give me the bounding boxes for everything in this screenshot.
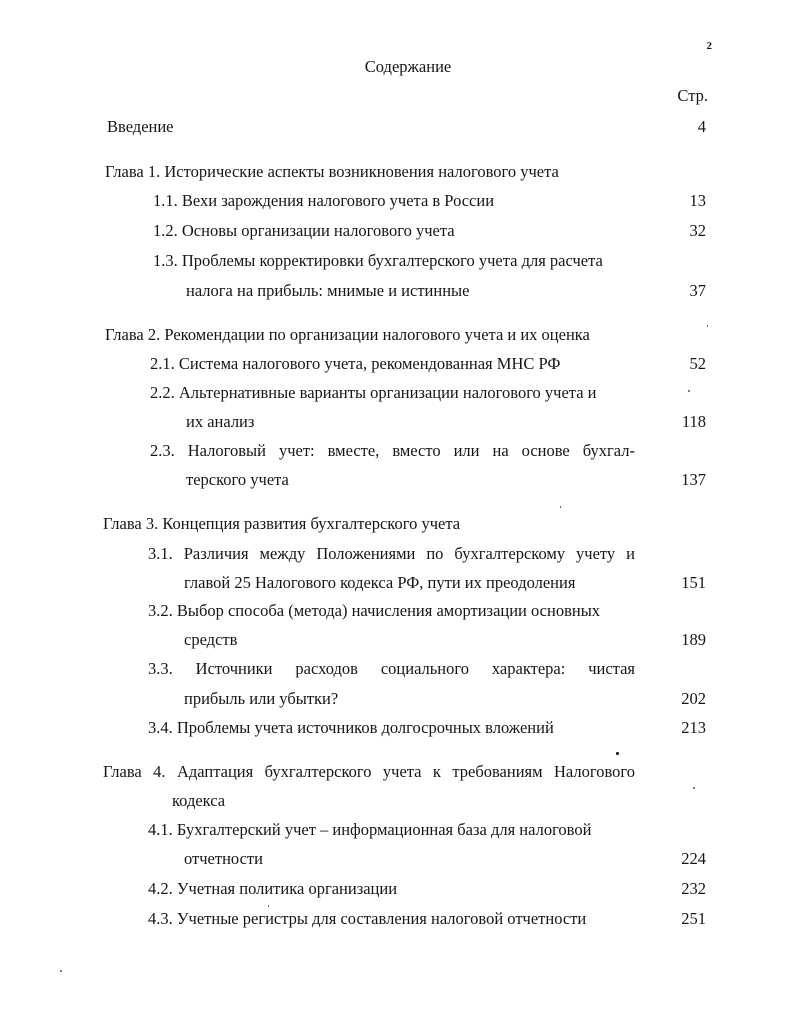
page-column-header: Стр. xyxy=(677,86,708,105)
toc-entry-1-3-page: 37 xyxy=(689,281,706,300)
toc-entry-3-4: 3.4. Проблемы учета источников долгосрочных вложений xyxy=(148,718,554,737)
toc-entry-3-3-page: 202 xyxy=(681,689,706,708)
scan-speck xyxy=(560,506,561,508)
toc-entry-3-2: 3.2. Выбор способа (метода) начисления амортизации основных xyxy=(148,601,601,620)
toc-entry-1-1-page: 13 xyxy=(689,191,706,210)
toc-entry-4-3-page: 251 xyxy=(681,909,706,928)
toc-entry-2-2-cont: их анализ xyxy=(186,412,255,431)
toc-entry-3-1-cont: главой 25 Налогового кодекса РФ, пути их преодоления xyxy=(184,573,576,592)
toc-entry-3-4-page: 213 xyxy=(681,718,706,737)
toc-entry-4-1-cont: отчетности xyxy=(184,849,263,868)
toc-entry-2-2: 2.2. Альтернативные варианты организации налогового учета и xyxy=(150,383,597,402)
toc-entry-1-2: 1.2. Основы организации налогового учета xyxy=(153,221,455,240)
toc-entry-2-3-page: 137 xyxy=(681,470,706,489)
toc-entry-3-3-cont: прибыль или убытки? xyxy=(184,689,339,708)
toc-entry-4-2-page: 232 xyxy=(681,879,706,898)
toc-entry-4-1-page: 224 xyxy=(681,849,706,868)
scan-speck xyxy=(616,752,619,755)
toc-entry-2-1-page: 52 xyxy=(689,354,706,373)
scan-speck xyxy=(268,905,269,907)
toc-entry-3-1-page: 151 xyxy=(681,573,706,592)
toc-entry-2-3: 2.3. Налоговый учет: вместе, вместо или на основе бухгал- xyxy=(150,441,635,460)
scan-speck xyxy=(707,325,708,327)
scan-speck xyxy=(688,390,690,392)
scan-speck xyxy=(693,787,695,789)
page-number: 2 xyxy=(706,40,712,52)
toc-entry-3-3: 3.3. Источники расходов социального характера: чистая xyxy=(148,659,635,678)
toc-entry-4-2: 4.2. Учетная политика организации xyxy=(148,879,398,898)
toc-entry-2-1: 2.1. Система налогового учета, рекомендованная МНС РФ xyxy=(150,354,561,373)
toc-entry-1-3-cont: налога на прибыль: мнимые и истинные xyxy=(186,281,470,300)
toc-entry-3-1: 3.1. Различия между Положениями по бухгалтерскому учету и xyxy=(148,544,635,563)
toc-entry-1-2-page: 32 xyxy=(689,221,706,240)
page-title: Содержание xyxy=(364,57,452,76)
toc-chapter-1-title: Глава 1. Исторические аспекты возникновения налогового учета xyxy=(105,162,559,181)
scan-speck xyxy=(60,970,62,972)
toc-entry-2-2-page: 118 xyxy=(681,412,706,431)
toc-entry-2-3-cont: терского учета xyxy=(186,470,289,489)
toc-intro-label: Введение xyxy=(107,117,174,136)
toc-entry-1-1: 1.1. Вехи зарождения налогового учета в России xyxy=(153,191,495,210)
toc-chapter-4-title: Глава 4. Адаптация бухгалтерского учета к требованиям Налогового xyxy=(103,762,635,781)
toc-entry-3-2-page: 189 xyxy=(681,630,706,649)
toc-entry-4-3: 4.3. Учетные регистры для составления налоговой отчетности xyxy=(148,909,587,928)
toc-intro-page: 4 xyxy=(697,117,706,136)
toc-chapter-4-title-cont: кодекса xyxy=(172,791,226,810)
toc-entry-4-1: 4.1. Бухгалтерский учет – информационная база для налоговой xyxy=(148,820,592,839)
toc-chapter-2-title: Глава 2. Рекомендации по организации налогового учета и их оценка xyxy=(105,325,590,344)
toc-chapter-3-title: Глава 3. Концепция развития бухгалтерского учета xyxy=(103,514,461,533)
toc-entry-1-3: 1.3. Проблемы корректировки бухгалтерского учета для расчета xyxy=(153,251,603,270)
toc-entry-3-2-cont: средств xyxy=(184,630,238,649)
